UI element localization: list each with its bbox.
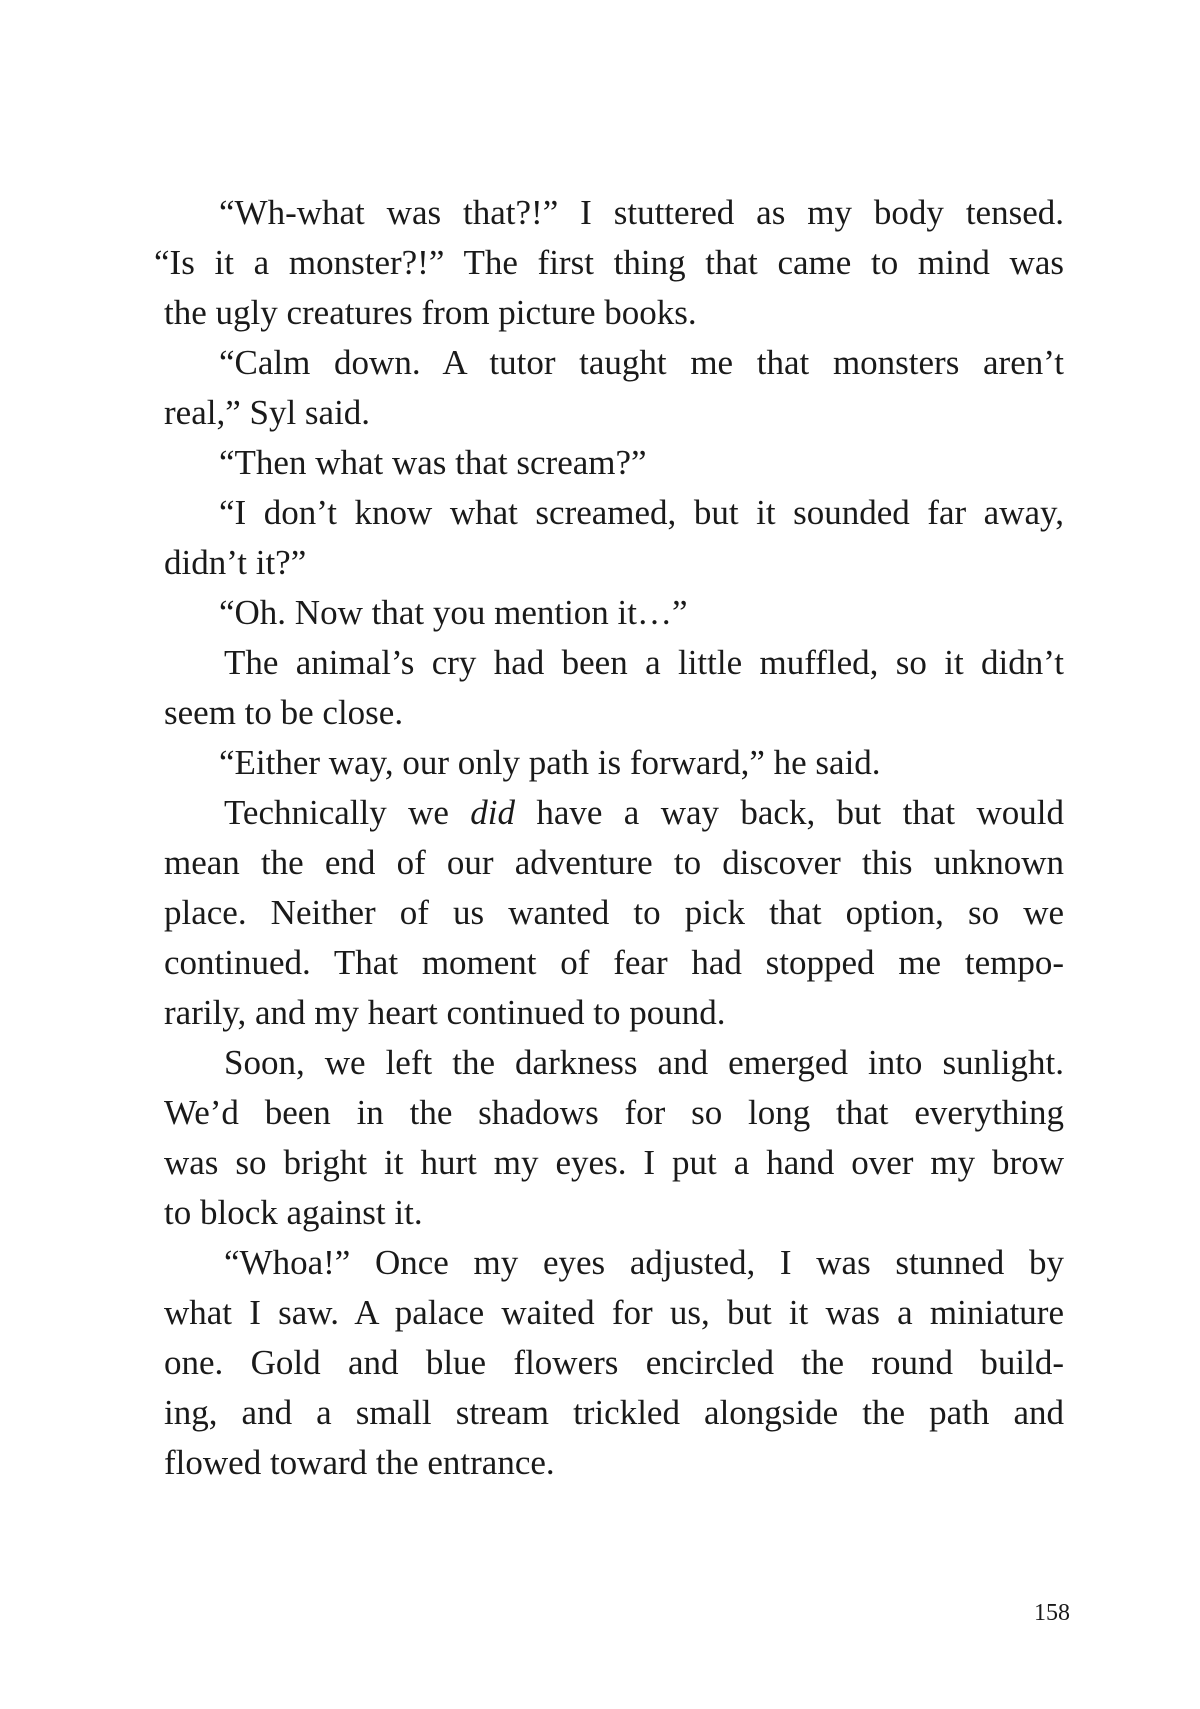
text-line: “Either way, our only path is forward,” he said.	[219, 743, 881, 782]
text-line: place. Neither of us wanted to pick that option, so we	[164, 893, 1064, 932]
text-segment: Technically we	[224, 793, 471, 832]
text-line: continued. That moment of fear had stopped me tempo-	[164, 943, 1064, 982]
text-line: “Oh. Now that you mention it…”	[219, 593, 688, 632]
text-line: “Calm down. A tutor taught me that monsters aren’t	[219, 343, 1064, 382]
body-text	[154, 188, 1064, 1488]
text-line: rarily, and my heart continued to pound.	[164, 993, 726, 1032]
text-line: ing, and a small stream trickled alongside the path and	[164, 1393, 1064, 1432]
text-line: real,” Syl said.	[164, 393, 371, 432]
page-number: 158	[1034, 1600, 1070, 1626]
text-line: “Whoa!” Once my eyes adjusted, I was stunned by	[224, 1243, 1064, 1282]
text-line: “Then what was that scream?”	[219, 443, 647, 482]
text-line: “Wh-what was that?!” I stuttered as my body tensed.	[219, 193, 1064, 232]
text-line: one. Gold and blue flowers encircled the round build-	[164, 1343, 1064, 1382]
text-line	[224, 788, 1064, 838]
text-line: “I don’t know what screamed, but it sounded far away,	[219, 493, 1064, 532]
text-line: “Is it a monster?!” The first thing that came to mind was	[154, 243, 1064, 282]
text-line: The animal’s cry had been a little muffled, so it didn’t	[224, 643, 1064, 682]
text-line: We’d been in the shadows for so long that everything	[164, 1093, 1064, 1132]
text-line: the ugly creatures from picture books.	[164, 293, 697, 332]
text-line: Soon, we left the darkness and emerged into sunlight.	[224, 1043, 1064, 1082]
text-line: to block against it.	[164, 1193, 423, 1232]
text-line: mean the end of our adventure to discover this unknown	[164, 843, 1064, 882]
text-line: flowed toward the entrance.	[164, 1443, 555, 1482]
text-line: was so bright it hurt my eyes. I put a hand over my brow	[164, 1143, 1064, 1182]
italic-word: did	[470, 793, 516, 832]
text-line: what I saw. A palace waited for us, but it was a miniature	[164, 1293, 1064, 1332]
text-line: didn’t it?”	[164, 543, 307, 582]
text-segment: have a way back, but that would	[515, 793, 1064, 832]
text-line: seem to be close.	[164, 693, 404, 732]
